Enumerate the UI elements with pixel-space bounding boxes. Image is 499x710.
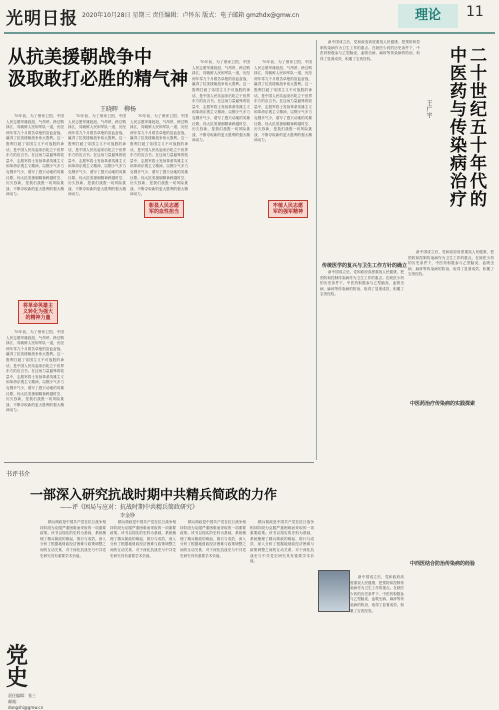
column-note: 责任编辑：张三 邮箱：dangshi@gmw.cn <box>8 693 44 710</box>
lead-column-5 <box>254 60 312 454</box>
right-headline-line1: 二十世纪五十年代的 <box>466 46 486 208</box>
right-column-1 <box>320 40 420 260</box>
lead-subhead-3: 牢植人民志愿军的强军精神 <box>268 200 308 218</box>
lead-body: 70年前，为了保家卫国，中国人民志愿军雄赳赳、气昂昂，跨过鸭绿江，同朝鲜人民和军队一道，历经两年零九个月艰苦卓绝的浴血奋战，赢得了抗美援朝战争伟大胜利。这一胜利打破了帝国主义不可战胜的神话，是中国人民站起来后屹立于世界东方的宣言书。在这场力量悬殊的较量中，志愿军将士发扬革命英雄主义和革命乐观主义精神，以钢少气多力克钢多气少，谱写了感天动地的英雄壮歌。伟大抗美援朝精神跨越时空、历久弥新，是我们战胜一切风险挑战、不断夺取新的更大胜利的强大精神动力。 <box>6 114 64 197</box>
review-subtitle: ——评《困局与应对：抗战时期中共精兵简政研究》 <box>60 504 199 511</box>
review-column-1 <box>40 520 106 706</box>
right-body: 新中国成立后，党和政府高度重视人民健康，把预防和控制传染病作为卫生工作的重点。在缺医少药的历史条件下，中医药积极参与乙型脑炎、血吸虫病、麻疹等传染病的防治，取得了显著成效，积累了宝贵经验。 <box>320 270 404 297</box>
lead-body: 70年前，为了保家卫国，中国人民志愿军雄赳赳、气昂昂，跨过鸭绿江，同朝鲜人民和军队一道，历经两年零九个月艰苦卓绝的浴血奋战，赢得了抗美援朝战争伟大胜利。这一胜利打破了帝国主义不可战胜的神话，是中国人民站起来后屹立于世界东方的宣言书。在这场力量悬殊的较量中，志愿军将士发扬革命英雄主义和革命乐观主义精神，以钢少气多力克钢多气少，谱写了感天动地的英雄壮歌。伟大抗美援朝精神跨越时空、历久弥新，是我们战胜一切风险挑战、不断夺取新的更大胜利的强大精神动力。 <box>254 60 312 143</box>
newspaper-logo: 光明日报 <box>6 9 78 29</box>
masthead-rule <box>4 32 495 34</box>
right-body: 新中国成立后，党和政府高度重视人民健康，把预防和控制传染病作为卫生工作的重点。在缺医少药的历史条件下，中医药积极参与乙型脑炎、血吸虫病、麻疹等传染病的防治，取得了显著成效，积累了宝贵经验。 <box>350 575 404 613</box>
lead-headline[interactable] <box>8 47 188 91</box>
review-column-4 <box>250 520 314 706</box>
right-column-3 <box>408 250 494 705</box>
right-subhead-3: 中西医结合防治传染病的经验 <box>410 561 476 567</box>
right-subhead-2: 中医药治疗传染病的实践探索 <box>410 401 476 407</box>
review-tag: 书评书介 <box>6 471 31 478</box>
column-label: 党史 <box>6 643 29 691</box>
dateline: 2020年10月28日 星期三 责任编辑：卢怀东 版式：电子邮箱 gmzhdx@gmw.cn <box>82 12 300 19</box>
review-body: 精兵简政是中国共产党在抗日战争相持阶段为克服严重困难而采取的一项重要政策。该书以翔实的史料为基础，系统梳理了精兵简政的缘起、推行与成效，深入分析了根据地财政经济困难与政策调整之间的互动关系，对于深化抗战史与中共党史研究具有重要学术价值。 <box>40 520 106 558</box>
book-cover-image <box>318 570 350 612</box>
section-divider <box>4 462 314 463</box>
review-headline[interactable]: 一部深入研究抗战时期中共精兵简政的力作 <box>30 488 278 503</box>
lead-column-4 <box>192 60 250 454</box>
page-number: 11 <box>466 4 484 20</box>
lead-column-1 <box>6 114 64 294</box>
review-column-2 <box>110 520 176 706</box>
lead-body: 70年前，为了保家卫国，中国人民志愿军雄赳赳、气昂昂，跨过鸭绿江，同朝鲜人民和军队一道，历经两年零九个月艰苦卓绝的浴血奋战，赢得了抗美援朝战争伟大胜利。这一胜利打破了帝国主义不可战胜的神话，是中国人民站起来后屹立于世界东方的宣言书。在这场力量悬殊的较量中，志愿军将士发扬革命英雄主义和革命乐观主义精神，以钢少气多力克钢多气少，谱写了感天动地的英雄壮歌。伟大抗美援朝精神跨越时空、历久弥新，是我们战胜一切风险挑战、不断夺取新的更大胜利的强大精神动力。 <box>68 114 126 197</box>
right-column-4 <box>350 575 404 705</box>
right-body: 新中国成立后，党和政府高度重视人民健康，把预防和控制传染病作为卫生工作的重点。在缺医少药的历史条件下，中医药积极参与乙型脑炎、血吸虫病、麻疹等传染病的防治，取得了显著成效，积累了宝贵经验。 <box>320 40 420 61</box>
review-body: 精兵简政是中国共产党在抗日战争相持阶段为克服严重困难而采取的一项重要政策。该书以翔实的史料为基础，系统梳理了精兵简政的缘起、推行与成效，深入分析了根据地财政经济困难与政策调整之间的互动关系，对于深化抗战史与中共党史研究具有重要学术价值。 <box>180 520 246 558</box>
right-headline[interactable] <box>446 46 486 216</box>
lead-headline-line2: 汲取敢打必胜的精气神 <box>8 69 188 90</box>
right-column-2 <box>320 270 404 570</box>
lead-column-2 <box>68 114 126 454</box>
right-subhead-1: 传统医学的复兴与卫生工作方针的确立 <box>322 263 408 269</box>
review-body: 精兵简政是中国共产党在抗日战争相持阶段为克服严重困难而采取的一项重要政策。该书以翔实的史料为基础，系统梳理了精兵简政的缘起、推行与成效，深入分析了根据地财政经济困难与政策调整之间的互动关系，对于深化抗战史与中共党史研究具有重要学术价值。 <box>110 520 176 558</box>
lead-byline: 王晓晖 柳杨 <box>100 106 137 113</box>
lead-body: 70年前，为了保家卫国，中国人民志愿军雄赳赳、气昂昂，跨过鸭绿江，同朝鲜人民和军队一道，历经两年零九个月艰苦卓绝的浴血奋战，赢得了抗美援朝战争伟大胜利。这一胜利打破了帝国主义不可战胜的神话，是中国人民站起来后屹立于世界东方的宣言书。在这场力量悬殊的较量中，志愿军将士发扬革命英雄主义和革命乐观主义精神，以钢少气多力克钢多气少，谱写了感天动地的英雄壮歌。伟大抗美援朝精神跨越时空、历久弥新，是我们战胜一切风险挑战、不断夺取新的更大胜利的强大精神动力。 <box>130 114 188 197</box>
right-byline: 王广宇 <box>425 100 432 118</box>
lead-column-3 <box>130 114 188 454</box>
review-body: 精兵简政是中国共产党在抗日战争相持阶段为克服严重困难而采取的一项重要政策。该书以翔实的史料为基础，系统梳理了精兵简政的缘起、推行与成效，深入分析了根据地财政经济困难与政策调整之间的互动关系，对于深化抗战史与中共党史研究具有重要学术价值。 <box>250 520 314 564</box>
right-headline-line2: 中医药与传染病治疗 <box>446 46 466 208</box>
right-body: 新中国成立后，党和政府高度重视人民健康，把预防和控制传染病作为卫生工作的重点。在缺医少药的历史条件下，中医药积极参与乙型脑炎、血吸虫病、麻疹等传染病的防治，取得了显著成效，积累了宝贵经验。 <box>408 250 494 277</box>
masthead <box>0 0 499 38</box>
lead-body: 70年前，为了保家卫国，中国人民志愿军雄赳赳、气昂昂，跨过鸭绿江，同朝鲜人民和军队一道，历经两年零九个月艰苦卓绝的浴血奋战，赢得了抗美援朝战争伟大胜利。这一胜利打破了帝国主义不可战胜的神话，是中国人民站起来后屹立于世界东方的宣言书。在这场力量悬殊的较量中，志愿军将士发扬革命英雄主义和革命乐观主义精神，以钢少气多力克钢多气少，谱写了感天动地的英雄壮歌。伟大抗美援朝精神跨越时空、历久弥新，是我们战胜一切风险挑战、不断夺取新的更大胜利的强大精神动力。 <box>192 60 250 143</box>
lead-body: 70年前，为了保家卫国，中国人民志愿军雄赳赳、气昂昂，跨过鸭绿江，同朝鲜人民和军队一道，历经两年零九个月艰苦卓绝的浴血奋战，赢得了抗美援朝战争伟大胜利。这一胜利打破了帝国主义不可战胜的神话，是中国人民站起来后屹立于世界东方的宣言书。在这场力量悬殊的较量中，志愿军将士发扬革命英雄主义和革命乐观主义精神，以钢少气多力克钢多气少，谱写了感天动地的英雄壮歌。伟大抗美援朝精神跨越时空、历久弥新，是我们战胜一切风险挑战、不断夺取新的更大胜利的强大精神动力。 <box>6 330 64 413</box>
section-badge: 理论 <box>398 4 458 28</box>
lead-subhead-1: 将革命英雄主义转化为强大的精神力量 <box>18 300 58 324</box>
review-byline: 李金铮 <box>120 513 136 519</box>
lead-column-1b <box>6 330 64 454</box>
lead-headline-line1: 从抗美援朝战争中 <box>8 47 152 68</box>
lead-subhead-2: 彰显人民志愿军的血性担当 <box>144 200 184 218</box>
review-column-3 <box>180 520 246 706</box>
column-divider <box>316 40 317 460</box>
